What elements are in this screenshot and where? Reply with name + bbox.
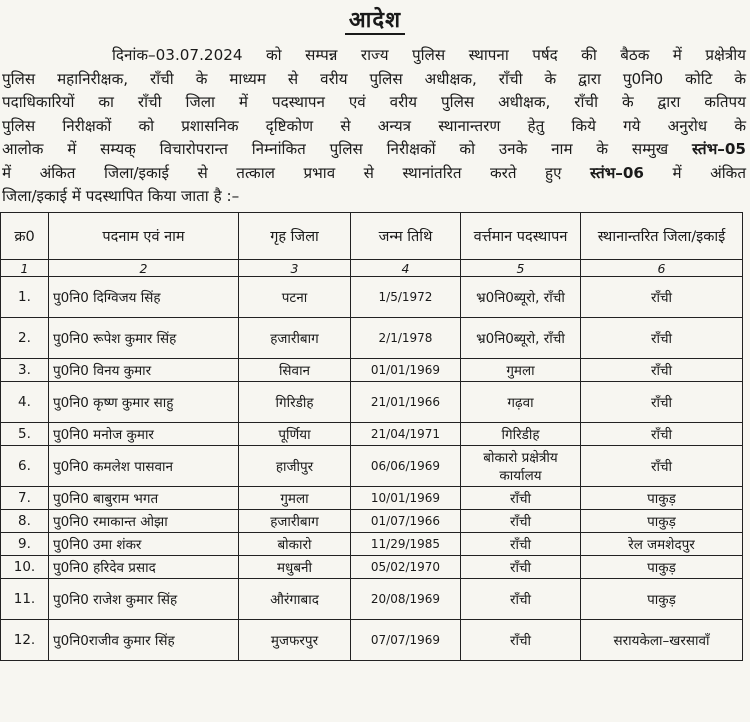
column-number: 3 — [239, 260, 351, 277]
home-district-cell: सिवान — [239, 359, 351, 382]
transfer-district-cell: सरायकेला–खरसावाँ — [581, 620, 743, 661]
name-cell: पु0नि0 रूपेश कुमार सिंह — [49, 318, 239, 359]
serial-cell: 4. — [1, 382, 49, 423]
paragraph-line: में अंकित जिला/इकाई से तत्काल प्रभाव से स्थानांतरित करते हुए स्तंभ–06 में अंकित — [2, 163, 746, 182]
serial-cell: 11. — [1, 579, 49, 620]
name-cell: पु0नि0 दिग्विजय सिंह — [49, 277, 239, 318]
home-district-cell: पटना — [239, 277, 351, 318]
serial-cell: 3. — [1, 359, 49, 382]
home-district-cell: औरंगाबाद — [239, 579, 351, 620]
header-serial: क्र0 — [1, 213, 49, 260]
dob-cell: 01/01/1969 — [351, 359, 461, 382]
table-row — [1, 277, 743, 318]
home-district-cell: हजारीबाग — [239, 318, 351, 359]
home-district-cell: बोकारो — [239, 533, 351, 556]
column-number: 4 — [351, 260, 461, 277]
name-cell: पु0नि0 मनोज कुमार — [49, 423, 239, 446]
header-dob: जन्म तिथि — [351, 213, 461, 260]
transfer-district-cell: राँची — [581, 277, 743, 318]
column-number: 5 — [461, 260, 581, 277]
table-row — [1, 359, 743, 382]
current-posting-cell: गिरिडीह — [461, 423, 581, 446]
current-posting-cell: गढ़वा — [461, 382, 581, 423]
table-row — [1, 382, 743, 423]
home-district-cell: मधुबनी — [239, 556, 351, 579]
column-number: 2 — [49, 260, 239, 277]
current-posting-cell: गुमला — [461, 359, 581, 382]
current-posting-cell: राँची — [461, 510, 581, 533]
column-ref-05: स्तंभ–05 — [692, 140, 746, 158]
home-district-cell: गुमला — [239, 487, 351, 510]
table-row — [1, 556, 743, 579]
table-row — [1, 423, 743, 446]
serial-cell: 1. — [1, 277, 49, 318]
dob-cell: 2/1/1978 — [351, 318, 461, 359]
dob-cell: 21/01/1966 — [351, 382, 461, 423]
name-cell: पु0नि0 विनय कुमार — [49, 359, 239, 382]
current-posting-cell: राँची — [461, 487, 581, 510]
dob-cell: 20/08/1969 — [351, 579, 461, 620]
paragraph-line: पुलिस महानिरीक्षक, राँची के माध्यम से वरीय पुलिस अधीक्षक, राँची के द्वारा पु0नि0 कोटि के — [2, 69, 746, 88]
serial-cell: 9. — [1, 533, 49, 556]
transfer-district-cell: पाकुड़ — [581, 579, 743, 620]
name-cell: पु0नि0 उमा शंकर — [49, 533, 239, 556]
transfer-district-cell: रेल जमशेदपुर — [581, 533, 743, 556]
column-number: 1 — [1, 260, 49, 277]
table-row — [1, 510, 743, 533]
paragraph-line: जिला/इकाई में पदस्थापित किया जाता है :– — [2, 187, 240, 205]
transfer-district-cell: राँची — [581, 446, 743, 487]
document-title: आदेश — [0, 4, 750, 34]
home-district-cell: पूर्णिया — [239, 423, 351, 446]
transfer-district-cell: राँची — [581, 423, 743, 446]
dob-cell: 11/29/1985 — [351, 533, 461, 556]
header-transfer-district: स्थानान्तरित जिला/इकाई — [581, 213, 743, 260]
dob-cell: 06/06/1969 — [351, 446, 461, 487]
dob-cell: 10/01/1969 — [351, 487, 461, 510]
header-home-district: गृह जिला — [239, 213, 351, 260]
current-posting-cell: भ्र0नि0ब्यूरो, राँची — [461, 318, 581, 359]
column-number: 6 — [581, 260, 743, 277]
serial-cell: 12. — [1, 620, 49, 661]
dob-cell: 01/07/1966 — [351, 510, 461, 533]
transfer-district-cell: पाकुड़ — [581, 510, 743, 533]
transfer-district-cell: राँची — [581, 318, 743, 359]
table-row — [1, 579, 743, 620]
transfer-table — [0, 212, 743, 661]
serial-cell: 5. — [1, 423, 49, 446]
current-posting-cell: राँची — [461, 620, 581, 661]
name-cell: पु0नि0राजीव कुमार सिंह — [49, 620, 239, 661]
dob-cell: 07/07/1969 — [351, 620, 461, 661]
serial-cell: 8. — [1, 510, 49, 533]
dob-cell: 21/04/1971 — [351, 423, 461, 446]
home-district-cell: हजारीबाग — [239, 510, 351, 533]
serial-cell: 2. — [1, 318, 49, 359]
paragraph-line: पुलिस निरीक्षकों को प्रशासनिक दृष्टिकोण से अन्यत्र स्थानान्तरण हेतु किये गये अनुरोध के — [2, 116, 746, 135]
transfer-district-cell: राँची — [581, 359, 743, 382]
transfer-district-cell: पाकुड़ — [581, 556, 743, 579]
name-cell: पु0नि0 बाबुराम भगत — [49, 487, 239, 510]
table-row — [1, 318, 743, 359]
current-posting-cell: राँची — [461, 579, 581, 620]
paragraph-line: दिनांक–03.07.2024 को सम्पन्न राज्य पुलिस स्थापना पर्षद की बैठक में प्रक्षेत्रीय — [112, 46, 746, 64]
current-posting-cell: राँची — [461, 556, 581, 579]
table-row — [1, 533, 743, 556]
name-cell: पु0नि0 रमाकान्त ओझा — [49, 510, 239, 533]
dob-cell: 05/02/1970 — [351, 556, 461, 579]
paragraph-line: आलोक में सम्यक् विचारोपरान्त निम्नांकित पुलिस निरीक्षकों को उनके नाम के सम्मुख स्तंभ–05 — [2, 140, 746, 158]
header-current-posting: वर्त्तमान पदस्थापन — [461, 213, 581, 260]
dob-cell: 1/5/1972 — [351, 277, 461, 318]
home-district-cell: मुजफरपुर — [239, 620, 351, 661]
name-cell: पु0नि0 कमलेश पासवान — [49, 446, 239, 487]
transfer-district-cell: पाकुड़ — [581, 487, 743, 510]
table-row — [1, 620, 743, 661]
serial-cell: 6. — [1, 446, 49, 487]
transfer-district-cell: राँची — [581, 382, 743, 423]
order-paragraph — [2, 44, 746, 209]
paragraph-line: पदाधिकारियों का राँची जिला में पदस्थापन एवं वरीय पुलिस अधीक्षक, राँची के द्वारा कतिपय — [2, 93, 746, 111]
current-posting-cell: बोकारो प्रक्षेत्रीय कार्यालय — [461, 446, 581, 487]
name-cell: पु0नि0 राजेश कुमार सिंह — [49, 579, 239, 620]
serial-cell: 10. — [1, 556, 49, 579]
header-name: पदनाम एवं नाम — [49, 213, 239, 260]
serial-cell: 7. — [1, 487, 49, 510]
table-row — [1, 446, 743, 487]
home-district-cell: गिरिडीह — [239, 382, 351, 423]
current-posting-cell: राँची — [461, 533, 581, 556]
home-district-cell: हाजीपुर — [239, 446, 351, 487]
name-cell: पु0नि0 हरिदेव प्रसाद — [49, 556, 239, 579]
current-posting-cell: भ्र0नि0ब्यूरो, राँची — [461, 277, 581, 318]
table-row — [1, 487, 743, 510]
name-cell: पु0नि0 कृष्ण कुमार साहु — [49, 382, 239, 423]
column-ref-06: स्तंभ–06 — [590, 163, 645, 182]
